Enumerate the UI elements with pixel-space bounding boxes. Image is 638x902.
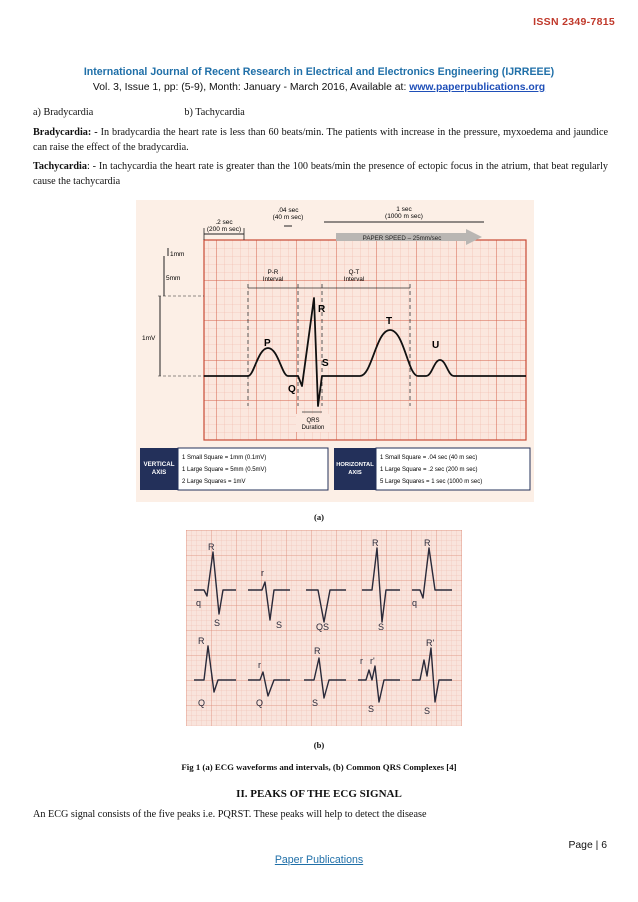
volume-line	[0, 82, 638, 93]
wave-label-p: P	[264, 338, 271, 349]
qrs10-label-s: S	[424, 706, 431, 716]
wave-label-r: R	[318, 304, 326, 315]
qrs5-label-r: R	[424, 538, 431, 548]
tachycardia-paragraph	[33, 160, 608, 189]
wave-label-t: T	[386, 316, 393, 327]
vertical-axis-row-1: 1 Small Square = 1mm (0.1mV)	[182, 455, 267, 461]
section-paragraph: An ECG signal consists of the five peaks i.e. PQRST. These peaks will help to detect the disease	[33, 809, 427, 820]
horizontal-axis-row-3: 5 Large Squares = 1 sec (1000 m sec)	[380, 479, 483, 485]
qrs1-label-r: R	[208, 542, 215, 552]
horizontal-axis-row-2: 1 Large Square = .2 sec (200 m sec)	[380, 467, 478, 473]
type-bradycardia: a) Bradycardia	[33, 107, 94, 118]
qrs1-label-s: S	[214, 618, 221, 628]
horizontal-axis-row-1: 1 Small Square = .04 sec (40 m sec)	[380, 455, 478, 461]
qrs6-label-q: Q	[198, 698, 206, 708]
qrs2-label-r: r	[261, 568, 264, 578]
qrs7-label-q: Q	[256, 698, 264, 708]
label-sec-02: .2 sec	[215, 219, 233, 226]
qrs6-label-r: R	[198, 636, 205, 646]
label-qt: Q-T	[348, 269, 360, 276]
label-qrs-duration: Duration	[301, 425, 325, 431]
vertical-axis-title-2: AXIS	[151, 469, 167, 476]
type-tachycardia: b) Tachycardia	[184, 107, 245, 118]
qrs7-label-r: r	[258, 660, 261, 670]
bradycardia-term: Bradycardia: -	[33, 127, 98, 138]
horizontal-axis-title: HORIZONTAL	[336, 462, 374, 468]
ecg-waveform-figure	[136, 200, 534, 502]
tachycardia-text: : - In tachycardia the heart rate is greater than the 100 beats/min the presence of ectopic focus in the atrium, that beat regularly cause the tachycardia	[33, 161, 608, 187]
qrs9-label-r: r	[360, 656, 363, 666]
qrs5-label-q: q	[412, 598, 418, 608]
bradycardia-paragraph	[33, 126, 608, 155]
qrs3-label-qs: QS	[316, 622, 330, 632]
label-1mm: 1mm	[170, 251, 185, 258]
qrs1-label-q: q	[196, 598, 202, 608]
figure-a-label: (a)	[313, 512, 325, 522]
label-ms-40: (40 m sec)	[272, 214, 304, 221]
horizontal-axis-title-box	[334, 448, 376, 490]
publisher-footer-link[interactable]: Paper Publications	[274, 854, 364, 866]
qrs8-label-s: S	[312, 698, 319, 708]
qrs2-label-s: S	[276, 620, 283, 630]
label-ms-200: (200 m sec)	[206, 226, 242, 233]
figure-b-label: (b)	[313, 740, 325, 750]
label-pr-interval: Interval	[262, 276, 284, 283]
tachycardia-term: Tachycardia	[33, 161, 87, 172]
label-sec-004: .04 sec	[277, 207, 299, 214]
qrs9-label-rprime: r'	[370, 656, 375, 666]
label-qrs: QRS	[306, 418, 320, 424]
label-1mv: 1mV	[142, 335, 156, 342]
label-sec-1: 1 sec	[396, 206, 412, 213]
qrs9-label-s: S	[368, 704, 375, 714]
label-pr: P-R	[267, 269, 279, 276]
ecg-grid-major	[204, 240, 526, 440]
wave-label-q: Q	[288, 384, 296, 395]
label-paper-speed: PAPER SPEED – 25mm/sec	[362, 235, 442, 242]
vertical-axis-row-3: 2 Large Squares = 1mV	[182, 479, 246, 485]
issn: ISSN 2349-7815	[533, 16, 615, 28]
qrs-complexes-figure	[186, 530, 462, 726]
vertical-axis-title: VERTICAL	[143, 461, 175, 468]
wave-label-s: S	[322, 358, 329, 369]
label-5mm: 5mm	[166, 275, 181, 282]
journal-url-link[interactable]: www.paperpublications.org	[409, 82, 546, 93]
qrs8-label-r: R	[314, 646, 321, 656]
vertical-axis-row-2: 1 Large Square = 5mm (0.5mV)	[182, 467, 267, 473]
section-heading: II. PEAKS OF THE ECG SIGNAL	[236, 788, 402, 800]
journal-title: International Journal of Recent Research in Electrical and Electronics Engineering (IJRREEE)	[83, 66, 555, 78]
qrs10-label-rprime: R'	[426, 638, 435, 648]
qrs4-label-s: S	[378, 622, 385, 632]
page-number: Page | 6	[568, 840, 607, 851]
horizontal-axis-title-2: AXIS	[348, 470, 362, 476]
qrs4-label-r: R	[372, 538, 379, 548]
label-qt-interval: Interval	[343, 276, 365, 283]
arrhythmia-types	[33, 106, 608, 121]
volume-info: Vol. 3, Issue 1, pp: (5-9), Month: January - March 2016, Available at:	[92, 82, 410, 93]
wave-label-u: U	[432, 340, 440, 351]
figure-caption: Fig 1 (a) ECG waveforms and intervals, (b) Common QRS Complexes [4]	[181, 762, 457, 772]
label-ms-1000: (1000 m sec)	[385, 213, 423, 220]
bradycardia-text: In bradycardia the heart rate is less than 60 beats/min. The patients with increase in the pressure, myxoedema and jaundice can raise the effect of the bradycardia.	[33, 127, 608, 153]
